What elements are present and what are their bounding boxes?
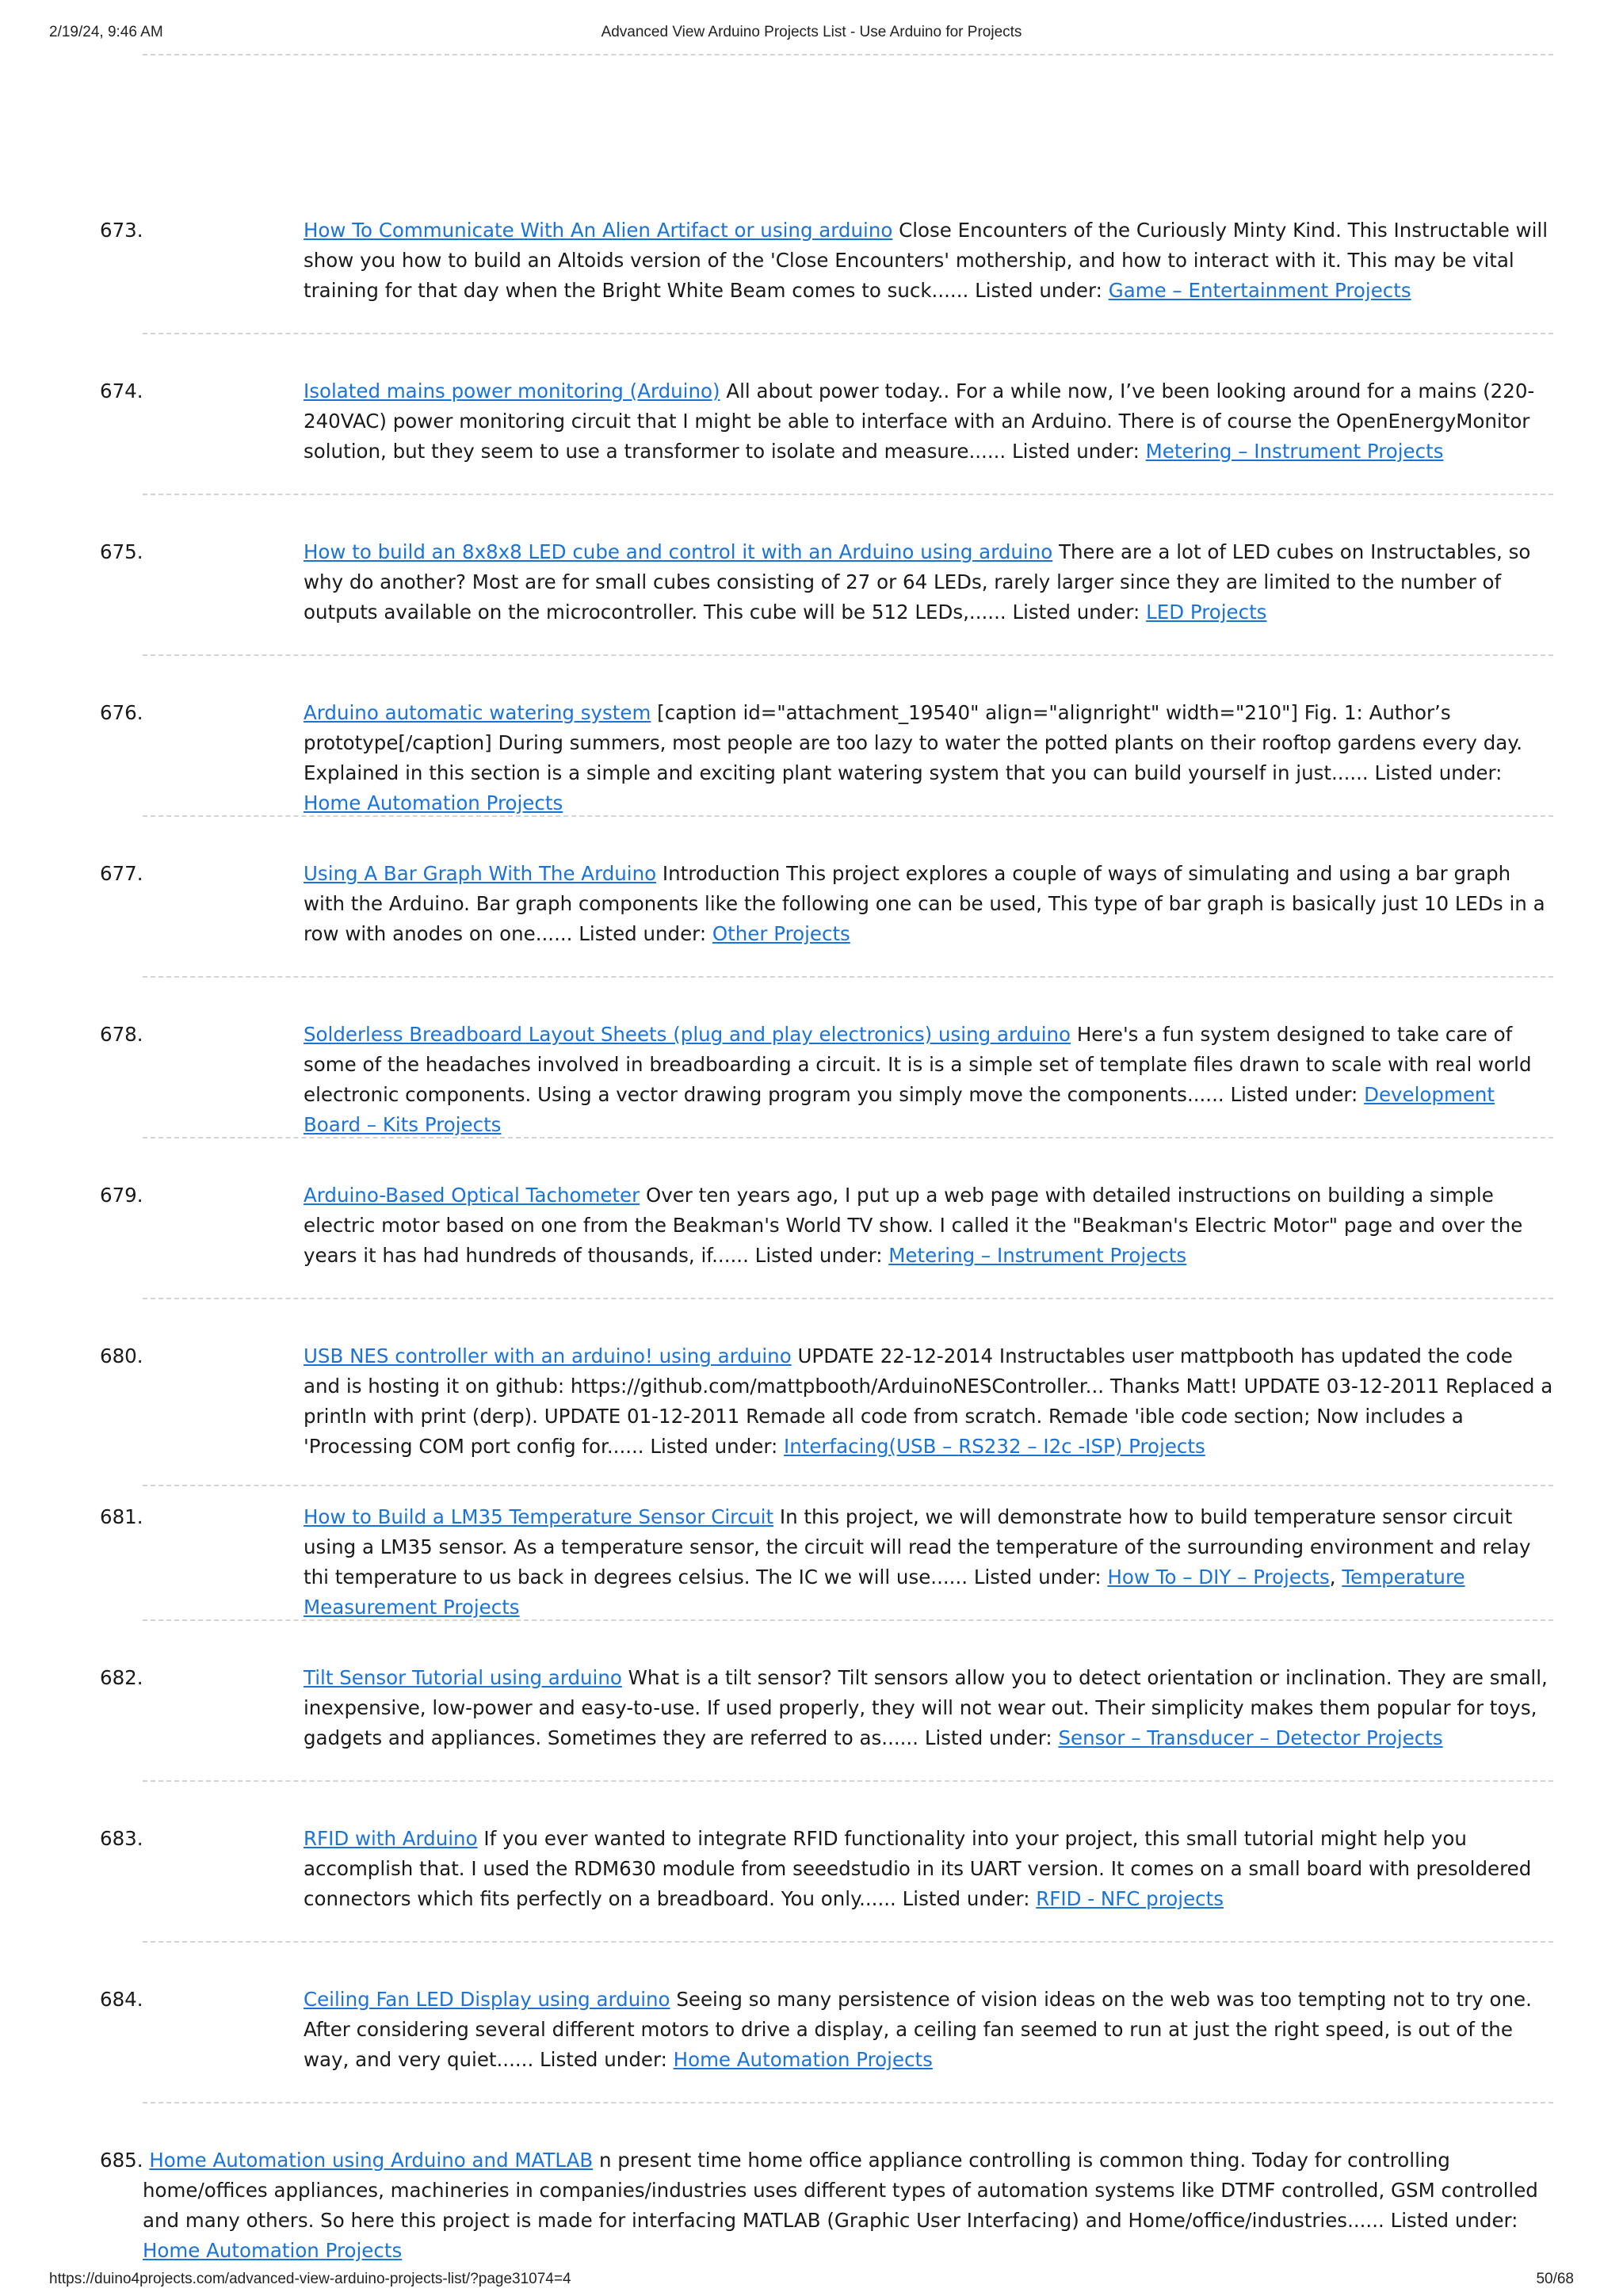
item-separator [143, 976, 1553, 978]
listed-under-label: Listed under: [1012, 601, 1140, 624]
listed-under-label: Listed under: [1390, 2209, 1518, 2232]
item-separator [143, 1941, 1553, 1943]
print-header [49, 24, 1574, 48]
item-separator [143, 1619, 1553, 1621]
listed-under-label: Listed under: [1230, 1083, 1358, 1106]
item-separator [143, 494, 1553, 495]
item-number: 680. [100, 1344, 143, 1367]
project-description: n present time home office appliance controlling is common thing. Today for controlling home/offices appliances, machineries in companies/industries uses different types of automation systems like DTMF controlled, GSM controlled and many others. So here this project is made for interfacing MATLAB (Graphic User Interfacing) and Home/office/industries...... [143, 2149, 1538, 2232]
project-title-link[interactable]: Isolated mains power monitoring (Arduino) [304, 379, 720, 402]
project-title-link[interactable]: Arduino-Based Optical Tachometer [304, 1184, 640, 1207]
item-number: 681. [100, 1505, 143, 1528]
listed-under-label: Listed under: [1374, 761, 1503, 784]
project-title-link[interactable]: How to build an 8x8x8 LED cube and control it with an Arduino using arduino [304, 540, 1053, 563]
category-link[interactable]: Temperature Measurement Projects [304, 1566, 1465, 1619]
item-content [304, 1341, 1553, 1462]
item-number: 673. [100, 219, 143, 242]
project-description: All about power today.. For a while now, I’ve been looking around for a mains (220-240VAC) power monitoring circuit that I might be able to interface with an Arduino. There is of course the OpenEnergyMonitor solution, but they seem to use a transformer to isolate and measure...... [304, 379, 1535, 463]
project-description: There are a lot of LED cubes on Instructables, so why do another? Most are for small cubes consisting of 27 or 64 LEDs, rarely larger since they are limited to the number of outputs available on the microcontroller. This cube will be 512 LEDs,...... [304, 540, 1531, 624]
category-link[interactable]: Home Automation Projects [143, 2239, 403, 2262]
item-number: 677. [100, 862, 143, 885]
item-number: 684. [100, 1988, 143, 2011]
project-description: Seeing so many persistence of vision ideas on the web was too tempting not to try one. After considering several different motors to drive a display, a ceiling fan seemed to run at just the right speed, is out of the way, and very quiet...... [304, 1988, 1532, 2071]
category-link[interactable]: Metering – Instrument Projects [1145, 440, 1444, 463]
category-link[interactable]: Metering – Instrument Projects [888, 1244, 1187, 1267]
project-title-link[interactable]: Ceiling Fan LED Display using arduino [304, 1988, 670, 2011]
item-content [304, 537, 1553, 627]
top-separator [143, 54, 1553, 55]
listed-under-label: Listed under: [579, 922, 707, 945]
item-content [100, 2145, 1553, 2266]
category-link[interactable]: Game – Entertainment Projects [1108, 279, 1411, 302]
item-number: 678. [100, 1023, 143, 1046]
project-title-link[interactable]: RFID with Arduino [304, 1827, 478, 1850]
listed-under-label: Listed under: [754, 1244, 883, 1267]
print-url: https://duino4projects.com/advanced-view-arduino-projects-list/?page31074=4 [49, 2271, 571, 2287]
listed-under-label: Listed under: [975, 279, 1102, 302]
item-separator [143, 1780, 1553, 1782]
item-separator [143, 654, 1553, 656]
category-link[interactable]: LED Projects [1146, 601, 1267, 624]
item-number: 676. [100, 701, 143, 724]
item-content [304, 1502, 1553, 1623]
category-link[interactable]: RFID - NFC projects [1036, 1887, 1224, 1910]
project-description: UPDATE 22-12-2014 Instructables user mattpbooth has updated the code and is hosting it on github: https://github.com/mattpbooth/ArduinoNESController... Thanks Matt! UPDATE 03-12-2011 Replaced a println with print (derp). UPDATE 01-12-2011 Remade all code from scratch. Remade 'ible code section; Now includes a 'Processing COM port config for...... [304, 1344, 1553, 1458]
item-content [304, 698, 1553, 818]
item-content [304, 1985, 1553, 2075]
item-number: 675. [100, 540, 143, 563]
item-separator [143, 333, 1553, 334]
category-link[interactable]: Interfacing(USB – RS232 – I2c -ISP) Projects [784, 1435, 1205, 1458]
project-title-link[interactable]: Solderless Breadboard Layout Sheets (plug and play electronics) using arduino [304, 1023, 1071, 1046]
project-title-link[interactable]: USB NES controller with an arduino! using arduino [304, 1344, 792, 1367]
item-separator [143, 2102, 1553, 2103]
category-link[interactable]: Development Board – Kits Projects [304, 1083, 1495, 1136]
item-number: 682. [100, 1666, 143, 1689]
project-title-link[interactable]: Arduino automatic watering system [304, 701, 651, 724]
page-counter: 50/68 [1536, 2271, 1574, 2287]
item-content [304, 1663, 1553, 1753]
project-title-link[interactable]: How To Communicate With An Alien Artifact or using arduino [304, 219, 893, 242]
category-link[interactable]: Other Projects [712, 922, 850, 945]
item-content [304, 1180, 1553, 1271]
item-number: 674. [100, 379, 143, 402]
listed-under-label: Listed under: [902, 1887, 1030, 1910]
item-content [304, 1824, 1553, 1914]
project-description: If you ever wanted to integrate RFID functionality into your project, this small tutorial might help you accomplish that. I used the RDM630 module from seeedstudio in its UART version. It comes on a small board with presoldered connectors which fits perfectly on a breadboard. You only...... [304, 1827, 1532, 1910]
project-title-link[interactable]: How to Build a LM35 Temperature Sensor Circuit [304, 1505, 774, 1528]
category-link[interactable]: How To – DIY – Projects [1107, 1566, 1330, 1589]
item-separator [143, 1137, 1553, 1138]
project-description: In this project, we will demonstrate how to build temperature sensor circuit using a LM35 sensor. As a temperature sensor, the circuit will read the temperature of the surrounding environment and relay thi temperature to us back in degrees celsius. The IC we will use...... [304, 1505, 1531, 1589]
item-separator [143, 1298, 1553, 1299]
project-title-link[interactable]: Tilt Sensor Tutorial using arduino [304, 1666, 622, 1689]
project-description: Introduction This project explores a couple of ways of simulating and using a bar graph with the Arduino. Bar graph components like the following one can be used, This type of bar graph is basically just 10 LEDs in a row with anodes on one...... [304, 862, 1545, 945]
project-title-link[interactable]: Using A Bar Graph With The Arduino [304, 862, 657, 885]
item-number: 685. [100, 2149, 143, 2172]
item-content [304, 215, 1553, 306]
item-content [304, 1020, 1553, 1140]
project-description: Close Encounters of the Curiously Minty Kind. This Instructable will show you how to build an Altoids version of the 'Close Encounters' mothership, and how to interact with it. This may be vital training for that day when the Bright White Beam comes to suck...... [304, 219, 1549, 302]
listed-under-label: Listed under: [540, 2048, 667, 2071]
project-description: Over ten years ago, I put up a web page with detailed instructions on building a simple electric motor based on one from the Beakman's World TV show. I called it the "Beakman's Electric Motor" page and over the years it has had hundreds of thousands, if...... [304, 1184, 1523, 1267]
item-separator [143, 1485, 1553, 1486]
project-title-link[interactable]: Home Automation using Arduino and MATLAB [149, 2149, 594, 2172]
project-description: [caption id="attachment_19540" align="alignright" width="210"] Fig. 1: Author’s prototype[/caption] During summers, most people are too lazy to water the potted plants on their rooftop gardens every day. Explained in this section is a simple and exciting plant watering system that you can build yourself in just...... [304, 701, 1523, 784]
item-separator [143, 815, 1553, 817]
project-description: What is a tilt sensor? Tilt sensors allow you to detect orientation or inclination. They are small, inexpensive, low-power and easy-to-use. If used properly, they will not wear out. Their simplicity makes them popular for toys, gadgets and appliances. Sometimes they are referred to as...... [304, 1666, 1548, 1749]
print-datetime: 2/19/24, 9:46 AM [49, 24, 163, 40]
item-number: 683. [100, 1827, 143, 1850]
project-description: Here's a fun system designed to take care of some of the headaches involved in breadboarding a circuit. It is is a simple set of template files drawn to scale with real world electronic components. Using a vector drawing program you simply move the components...... [304, 1023, 1532, 1106]
listed-under-label: Listed under: [1012, 440, 1140, 463]
listed-under-label: Listed under: [973, 1566, 1102, 1589]
item-content [304, 376, 1553, 467]
listed-under-label: Listed under: [650, 1435, 778, 1458]
print-footer [49, 2271, 1574, 2294]
item-content [304, 859, 1553, 949]
category-link[interactable]: Home Automation Projects [673, 2048, 933, 2071]
category-separator: , [1329, 1566, 1342, 1589]
item-number: 679. [100, 1184, 143, 1207]
print-page-title: Advanced View Arduino Projects List - Use Arduino for Projects [601, 24, 1022, 40]
category-link[interactable]: Sensor – Transducer – Detector Projects [1058, 1726, 1443, 1749]
category-link[interactable]: Home Automation Projects [304, 791, 563, 814]
listed-under-label: Listed under: [924, 1726, 1052, 1749]
